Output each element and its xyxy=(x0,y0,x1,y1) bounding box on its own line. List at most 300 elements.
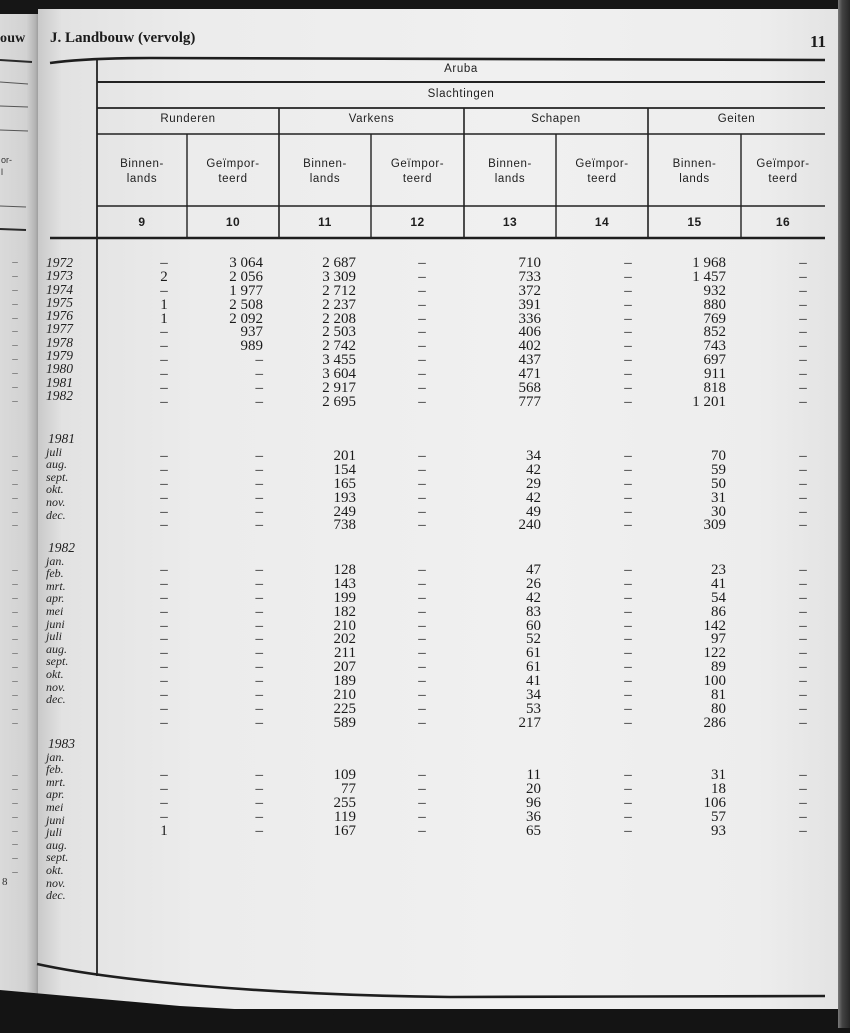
previous-page-footer-fragment: 8 xyxy=(2,876,8,888)
cell-geiten-binnenlands: 1 968 xyxy=(692,255,726,271)
period-label: 1976 xyxy=(46,308,73,324)
cell-geiten-binnenlands: 122 xyxy=(703,645,726,662)
column-header-11 xyxy=(279,157,371,187)
cell-geiten-binnenlands: 911 xyxy=(704,366,726,383)
rule-line xyxy=(0,106,28,107)
cell-geiten-geimporteerd: – xyxy=(799,631,807,648)
cell-varkens-geimporteerd: – xyxy=(418,687,426,704)
cell-varkens-binnenlands: 3 455 xyxy=(322,352,356,369)
cell-schapen-binnenlands: 402 xyxy=(518,338,541,355)
month-label: okt. xyxy=(46,666,64,681)
cell-schapen-binnenlands: 372 xyxy=(518,282,541,299)
cell-schapen-binnenlands: 777 xyxy=(518,393,541,410)
cell-runderen-geimporteerd: 2 056 xyxy=(229,268,263,285)
column-header-line: Binnen- xyxy=(303,158,347,170)
cell-runderen-geimporteerd: – xyxy=(255,393,263,410)
cell-schapen-geimporteerd: – xyxy=(624,282,632,299)
cell-geiten-binnenlands: 743 xyxy=(703,338,726,355)
previous-page-header-fragment: or- xyxy=(1,155,12,165)
cell-geiten-geimporteerd: – xyxy=(799,517,807,534)
month-label: juli xyxy=(46,825,63,840)
cell-geiten-geimporteerd: – xyxy=(799,366,807,383)
previous-page-title-fragment: ouw xyxy=(0,31,26,46)
cell-varkens-geimporteerd: – xyxy=(418,673,426,690)
cell-runderen-binnenlands: – xyxy=(160,393,168,410)
cell-runderen-geimporteerd: – xyxy=(255,366,263,383)
column-header-9 xyxy=(97,157,187,187)
cell-geiten-geimporteerd: – xyxy=(799,380,807,397)
cell-schapen-binnenlands: 406 xyxy=(518,324,541,341)
cell-schapen-geimporteerd: – xyxy=(624,794,632,811)
cell-schapen-geimporteerd: – xyxy=(624,461,632,478)
cell-varkens-geimporteerd: – xyxy=(418,714,426,731)
cell-runderen-geimporteerd: – xyxy=(255,352,263,369)
cell-schapen-geimporteerd: – xyxy=(624,255,632,271)
period-label: 1980 xyxy=(46,361,73,377)
cell-schapen-geimporteerd: – xyxy=(624,489,632,506)
cell-runderen-geimporteerd: 2 508 xyxy=(229,296,263,313)
column-header-line: lands xyxy=(126,173,158,185)
cell-varkens-binnenlands: 225 xyxy=(333,700,356,717)
cell-schapen-geimporteerd: – xyxy=(624,324,632,341)
cell-geiten-binnenlands: 309 xyxy=(703,517,726,534)
cell-varkens-binnenlands: 2 712 xyxy=(322,282,356,299)
cell-runderen-binnenlands: 1 xyxy=(160,310,168,327)
cell-runderen-geimporteerd: – xyxy=(255,380,263,397)
cell-geiten-geimporteerd: – xyxy=(799,822,807,839)
cell-schapen-geimporteerd: – xyxy=(624,366,632,383)
period-label: 1981 xyxy=(46,374,73,390)
cell-schapen-binnenlands: 437 xyxy=(518,352,541,369)
cell-schapen-binnenlands: 336 xyxy=(518,310,541,327)
cell-geiten-binnenlands: 50 xyxy=(711,475,726,492)
dash: – xyxy=(12,505,18,518)
cell-geiten-geimporteerd: – xyxy=(799,475,807,492)
cell-runderen-geimporteerd: – xyxy=(255,475,263,492)
column-header-line: lands xyxy=(309,173,341,185)
cell-geiten-binnenlands: 880 xyxy=(703,296,726,313)
cell-schapen-geimporteerd: – xyxy=(624,296,632,313)
cell-geiten-binnenlands: 697 xyxy=(703,352,726,369)
cell-schapen-geimporteerd: – xyxy=(624,448,632,464)
month-label: juli xyxy=(46,629,63,644)
cell-geiten-geimporteerd: – xyxy=(799,338,807,355)
column-number: 14 xyxy=(594,215,610,229)
cell-schapen-geimporteerd: – xyxy=(624,808,632,825)
cell-schapen-geimporteerd: – xyxy=(624,268,632,285)
cell-varkens-geimporteerd: – xyxy=(418,645,426,662)
cell-runderen-geimporteerd: – xyxy=(255,808,263,825)
cell-varkens-binnenlands: 210 xyxy=(333,617,356,634)
month-label: mei xyxy=(46,603,64,618)
dash: – xyxy=(12,605,18,618)
cell-geiten-binnenlands: 23 xyxy=(711,562,726,578)
year-label: 1982 xyxy=(48,540,75,555)
cell-varkens-geimporteerd: – xyxy=(418,268,426,285)
cell-runderen-geimporteerd: 3 064 xyxy=(229,255,263,271)
cell-geiten-geimporteerd: – xyxy=(799,489,807,506)
cell-schapen-geimporteerd: – xyxy=(624,338,632,355)
cell-schapen-geimporteerd: – xyxy=(624,700,632,717)
group-header-geiten: Geiten xyxy=(717,113,756,125)
cell-varkens-geimporteerd: – xyxy=(418,575,426,592)
monthly-values-1982 xyxy=(0,564,850,731)
cell-varkens-geimporteerd: – xyxy=(418,393,426,410)
cell-runderen-binnenlands: – xyxy=(160,659,168,676)
cell-varkens-binnenlands: 211 xyxy=(334,645,356,662)
dash: – xyxy=(12,325,18,338)
cell-geiten-geimporteerd: – xyxy=(799,794,807,811)
month-label: juni xyxy=(46,616,65,631)
cell-geiten-geimporteerd: – xyxy=(799,268,807,285)
month-label: juli xyxy=(46,444,63,459)
month-label: apr. xyxy=(46,591,65,606)
cell-schapen-geimporteerd: – xyxy=(624,380,632,397)
cell-schapen-geimporteerd: – xyxy=(624,645,632,662)
period-label: 1973 xyxy=(46,268,73,284)
cell-schapen-binnenlands: 65 xyxy=(526,822,541,839)
month-label: juni xyxy=(46,812,65,827)
cell-schapen-binnenlands: 217 xyxy=(518,714,541,731)
column-number: 10 xyxy=(225,215,241,229)
month-label: mei xyxy=(46,799,64,814)
period-label: 1978 xyxy=(46,334,73,350)
column-header-14 xyxy=(556,157,648,187)
month-label: dec. xyxy=(46,692,66,707)
dash: – xyxy=(12,297,18,310)
dash: – xyxy=(12,450,18,462)
cell-varkens-geimporteerd: – xyxy=(418,461,426,478)
cell-varkens-geimporteerd: – xyxy=(418,282,426,299)
cell-geiten-geimporteerd: – xyxy=(799,255,807,271)
cell-varkens-geimporteerd: – xyxy=(418,324,426,341)
cell-varkens-binnenlands: 210 xyxy=(333,687,356,704)
period-label: 1974 xyxy=(46,281,73,297)
cell-schapen-binnenlands: 83 xyxy=(526,603,541,620)
table-row xyxy=(0,519,850,533)
category-header: Slachtingen xyxy=(427,88,495,100)
column-number: 16 xyxy=(775,215,791,229)
cell-runderen-binnenlands: – xyxy=(160,687,168,704)
dash: – xyxy=(12,633,18,646)
cell-geiten-binnenlands: 142 xyxy=(703,617,726,634)
cell-runderen-binnenlands: – xyxy=(160,282,168,299)
cell-schapen-binnenlands: 34 xyxy=(526,687,541,704)
period-label: 1982 xyxy=(46,387,73,403)
cell-geiten-binnenlands: 59 xyxy=(711,461,726,478)
column-header-line: Geïmpor- xyxy=(756,158,810,170)
dash: – xyxy=(12,838,18,851)
cell-varkens-binnenlands: 77 xyxy=(341,780,356,797)
cell-geiten-binnenlands: 769 xyxy=(703,310,726,327)
dash: – xyxy=(12,311,18,324)
column-header-line: teerd xyxy=(587,173,617,185)
cell-schapen-geimporteerd: – xyxy=(624,767,632,783)
cell-varkens-geimporteerd: – xyxy=(418,617,426,634)
cell-schapen-binnenlands: 42 xyxy=(526,589,541,606)
cell-varkens-binnenlands: 143 xyxy=(333,575,356,592)
cell-runderen-geimporteerd: – xyxy=(255,461,263,478)
cell-varkens-geimporteerd: – xyxy=(418,589,426,606)
month-label: nov. xyxy=(46,679,66,694)
cell-schapen-geimporteerd: – xyxy=(624,589,632,606)
cell-varkens-binnenlands: 2 503 xyxy=(322,324,356,341)
dash: – xyxy=(12,796,18,809)
cell-schapen-binnenlands: 61 xyxy=(526,659,541,676)
month-label: apr. xyxy=(46,787,65,802)
cell-varkens-binnenlands: 589 xyxy=(333,714,356,731)
cell-geiten-geimporteerd: – xyxy=(799,448,807,464)
cell-runderen-binnenlands: – xyxy=(160,603,168,620)
cell-varkens-binnenlands: 2 687 xyxy=(322,255,356,271)
cell-geiten-geimporteerd: – xyxy=(799,589,807,606)
cell-geiten-geimporteerd: – xyxy=(799,461,807,478)
cell-geiten-binnenlands: 818 xyxy=(703,380,726,397)
dash: – xyxy=(12,491,18,504)
cell-geiten-geimporteerd: – xyxy=(799,645,807,662)
month-label: nov. xyxy=(46,875,66,890)
cell-runderen-binnenlands: – xyxy=(160,589,168,606)
cell-varkens-binnenlands: 109 xyxy=(333,767,356,783)
rule-line xyxy=(0,206,26,207)
column-number: 9 xyxy=(138,215,146,229)
cell-runderen-geimporteerd: – xyxy=(255,794,263,811)
period-label: 1975 xyxy=(46,294,73,310)
cell-runderen-binnenlands: – xyxy=(160,448,168,464)
cell-geiten-geimporteerd: – xyxy=(799,310,807,327)
cell-varkens-geimporteerd: – xyxy=(418,489,426,506)
monthly-values-1981 xyxy=(0,450,850,533)
cell-varkens-binnenlands: 154 xyxy=(333,461,356,478)
cell-varkens-binnenlands: 128 xyxy=(333,562,356,578)
cell-geiten-geimporteerd: – xyxy=(799,575,807,592)
dash: – xyxy=(12,782,18,795)
column-header-line: Binnen- xyxy=(120,158,164,170)
dash: – xyxy=(12,256,18,268)
cell-varkens-geimporteerd: – xyxy=(418,562,426,578)
dash: – xyxy=(12,367,18,380)
cell-runderen-binnenlands: – xyxy=(160,338,168,355)
cell-runderen-geimporteerd: – xyxy=(255,562,263,578)
cell-runderen-geimporteerd: – xyxy=(255,687,263,704)
cell-varkens-binnenlands: 2 917 xyxy=(322,380,356,397)
cell-varkens-geimporteerd: – xyxy=(418,352,426,369)
month-label: sept. xyxy=(46,469,69,484)
cell-varkens-binnenlands: 201 xyxy=(333,448,356,464)
dash: – xyxy=(12,769,18,781)
period-label: 1979 xyxy=(46,348,73,364)
cell-runderen-geimporteerd: 1 977 xyxy=(229,282,263,299)
cell-varkens-binnenlands: 119 xyxy=(334,808,356,825)
cell-schapen-binnenlands: 240 xyxy=(518,517,541,534)
monthly-values-1983 xyxy=(0,769,850,838)
cell-schapen-binnenlands: 733 xyxy=(518,268,541,285)
dash: – xyxy=(12,661,18,674)
cell-geiten-geimporteerd: – xyxy=(799,808,807,825)
cell-varkens-binnenlands: 182 xyxy=(333,603,356,620)
previous-page-header-fragment: l xyxy=(1,167,3,177)
cell-varkens-binnenlands: 202 xyxy=(333,631,356,648)
cell-runderen-geimporteerd: – xyxy=(255,659,263,676)
cell-runderen-binnenlands: – xyxy=(160,808,168,825)
cell-schapen-geimporteerd: – xyxy=(624,687,632,704)
column-header-13 xyxy=(464,157,556,187)
cell-runderen-binnenlands: – xyxy=(160,631,168,648)
cell-schapen-geimporteerd: – xyxy=(624,517,632,534)
column-header-line: Binnen- xyxy=(672,158,717,170)
cell-runderen-binnenlands: – xyxy=(160,352,168,369)
cell-varkens-geimporteerd: – xyxy=(418,794,426,811)
cell-geiten-geimporteerd: – xyxy=(799,767,807,783)
cell-geiten-geimporteerd: – xyxy=(799,296,807,313)
column-header-line: teerd xyxy=(402,173,433,185)
cell-runderen-geimporteerd: – xyxy=(255,489,263,506)
cell-schapen-binnenlands: 60 xyxy=(526,617,541,634)
cell-geiten-binnenlands: 93 xyxy=(711,822,726,839)
cell-varkens-geimporteerd: – xyxy=(418,475,426,492)
cell-varkens-binnenlands: 207 xyxy=(333,659,356,676)
period-label: 1972 xyxy=(46,255,73,270)
cell-runderen-binnenlands: – xyxy=(160,562,168,578)
cell-geiten-geimporteerd: – xyxy=(799,393,807,410)
cell-schapen-geimporteerd: – xyxy=(624,603,632,620)
column-header-12 xyxy=(371,157,464,187)
cell-runderen-binnenlands: – xyxy=(160,366,168,383)
cell-schapen-geimporteerd: – xyxy=(624,673,632,690)
cell-runderen-binnenlands: – xyxy=(160,700,168,717)
cell-runderen-binnenlands: – xyxy=(160,475,168,492)
cell-schapen-geimporteerd: – xyxy=(624,503,632,520)
cell-varkens-geimporteerd: – xyxy=(418,659,426,676)
cell-runderen-geimporteerd: – xyxy=(255,575,263,592)
cell-runderen-geimporteerd: – xyxy=(255,822,263,839)
rule-line xyxy=(0,130,28,131)
column-header-15 xyxy=(648,157,741,187)
cell-runderen-geimporteerd: – xyxy=(255,603,263,620)
cell-geiten-binnenlands: 80 xyxy=(711,700,726,717)
dash: – xyxy=(12,702,18,715)
group-header-schapen: Schapen xyxy=(531,113,581,125)
dash: – xyxy=(12,591,18,604)
column-number: 11 xyxy=(318,215,332,229)
cell-geiten-binnenlands: 18 xyxy=(711,780,726,797)
cell-schapen-geimporteerd: – xyxy=(624,475,632,492)
cell-geiten-binnenlands: 81 xyxy=(711,687,726,704)
cell-geiten-geimporteerd: – xyxy=(799,617,807,634)
month-label: nov. xyxy=(46,494,66,509)
cell-schapen-binnenlands: 391 xyxy=(518,296,541,313)
dash: – xyxy=(12,619,18,632)
dash: – xyxy=(12,353,18,366)
cell-varkens-geimporteerd: – xyxy=(418,448,426,464)
cell-geiten-binnenlands: 70 xyxy=(711,448,726,464)
cell-schapen-geimporteerd: – xyxy=(624,714,632,731)
cell-schapen-binnenlands: 52 xyxy=(526,631,541,648)
dash: – xyxy=(12,810,18,823)
cell-schapen-binnenlands: 29 xyxy=(526,475,541,492)
region-header: Aruba xyxy=(444,63,478,75)
cell-runderen-binnenlands: – xyxy=(160,489,168,506)
column-header-line: lands xyxy=(679,173,710,185)
column-header-line: lands xyxy=(494,173,526,185)
cell-varkens-geimporteerd: – xyxy=(418,603,426,620)
cell-schapen-geimporteerd: – xyxy=(624,780,632,797)
table-row xyxy=(0,822,850,839)
cell-runderen-binnenlands: 1 xyxy=(160,822,168,839)
cell-schapen-binnenlands: 34 xyxy=(526,448,541,464)
cell-schapen-binnenlands: 36 xyxy=(526,808,541,825)
column-number: 13 xyxy=(502,215,518,229)
cell-schapen-binnenlands: 471 xyxy=(518,366,541,383)
cell-runderen-binnenlands: 2 xyxy=(160,268,168,285)
cell-varkens-binnenlands: 3 604 xyxy=(322,366,356,383)
cell-schapen-geimporteerd: – xyxy=(624,659,632,676)
cell-varkens-binnenlands: 2 237 xyxy=(322,296,356,313)
cell-varkens-geimporteerd: – xyxy=(418,767,426,783)
cell-varkens-binnenlands: 2 208 xyxy=(322,310,356,327)
cell-varkens-geimporteerd: – xyxy=(418,255,426,271)
month-label: sept. xyxy=(46,654,69,669)
cell-runderen-binnenlands: – xyxy=(160,503,168,520)
cell-geiten-binnenlands: 100 xyxy=(703,673,726,690)
cell-varkens-binnenlands: 193 xyxy=(333,489,356,506)
month-label: sept. xyxy=(46,850,69,865)
cell-schapen-binnenlands: 96 xyxy=(526,794,541,811)
cell-runderen-binnenlands: – xyxy=(160,461,168,478)
cell-schapen-binnenlands: 61 xyxy=(526,645,541,662)
cell-varkens-binnenlands: 3 309 xyxy=(322,268,356,285)
cell-varkens-geimporteerd: – xyxy=(418,822,426,839)
column-header-line: Geïmpor- xyxy=(575,158,629,170)
month-label: aug. xyxy=(46,457,67,472)
cell-geiten-binnenlands: 54 xyxy=(711,589,726,606)
cell-geiten-binnenlands: 30 xyxy=(711,503,726,520)
column-header-line: Geïmpor- xyxy=(206,158,260,170)
cell-schapen-binnenlands: 42 xyxy=(526,461,541,478)
dash: – xyxy=(12,824,18,837)
cell-runderen-geimporteerd: 2 092 xyxy=(229,310,263,327)
cell-geiten-geimporteerd: – xyxy=(799,352,807,369)
cell-runderen-geimporteerd: – xyxy=(255,589,263,606)
cell-varkens-geimporteerd: – xyxy=(418,631,426,648)
column-header-10 xyxy=(187,157,279,187)
cell-varkens-geimporteerd: – xyxy=(418,700,426,717)
cell-varkens-geimporteerd: – xyxy=(418,503,426,520)
column-header-line: Binnen- xyxy=(488,158,532,170)
cell-runderen-binnenlands: – xyxy=(160,517,168,534)
section-title: J. Landbouw (vervolg) xyxy=(50,30,196,46)
month-label: feb. xyxy=(46,566,64,581)
cell-geiten-binnenlands: 106 xyxy=(703,794,726,811)
cell-runderen-geimporteerd: – xyxy=(255,714,263,731)
rule-line xyxy=(0,229,26,230)
dash: – xyxy=(12,283,18,296)
cell-schapen-binnenlands: 11 xyxy=(526,767,541,783)
cell-varkens-geimporteerd: – xyxy=(418,780,426,797)
rule-line xyxy=(0,82,28,84)
cell-runderen-geimporteerd: – xyxy=(255,767,263,783)
cell-varkens-binnenlands: 255 xyxy=(333,794,356,811)
cell-geiten-geimporteerd: – xyxy=(799,673,807,690)
month-label: aug. xyxy=(46,641,67,656)
cell-schapen-geimporteerd: – xyxy=(624,352,632,369)
dash: – xyxy=(12,866,18,879)
dash: – xyxy=(12,269,18,282)
cell-schapen-geimporteerd: – xyxy=(624,562,632,578)
dash: – xyxy=(12,339,18,352)
month-label: jan. xyxy=(46,553,65,568)
period-label: 1977 xyxy=(46,321,73,337)
